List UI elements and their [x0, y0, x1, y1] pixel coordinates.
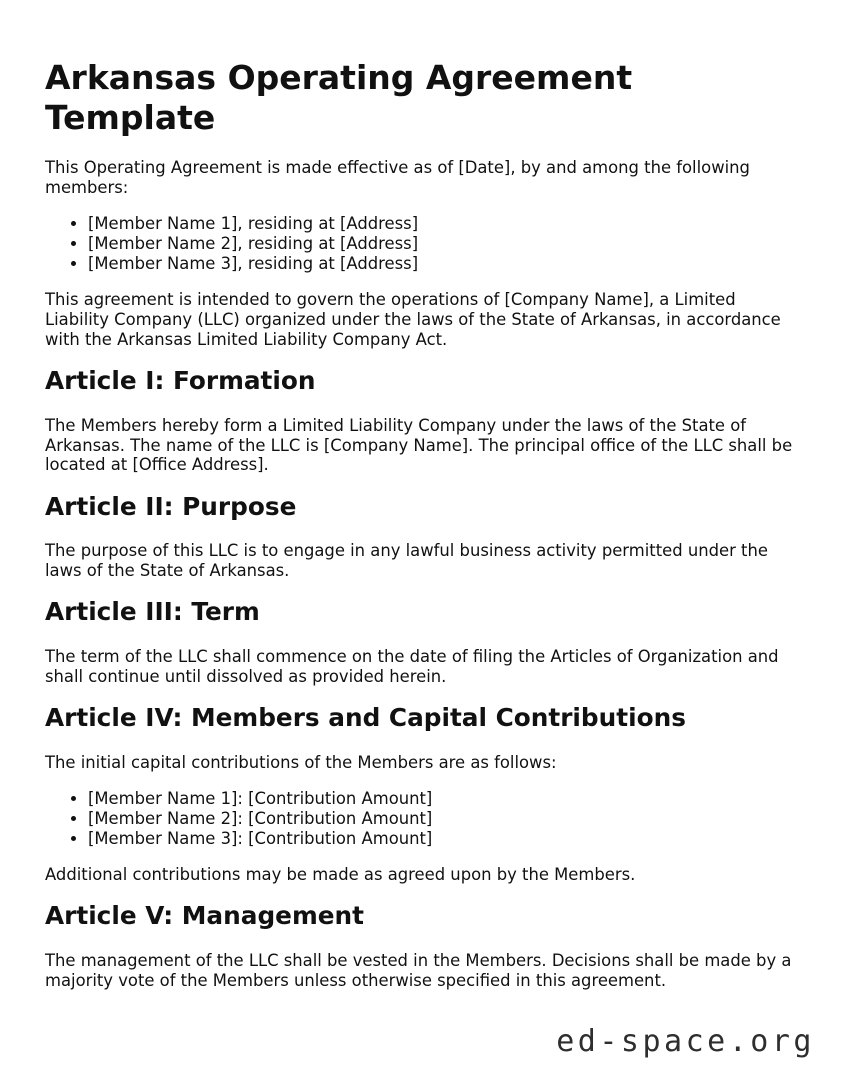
- document-content: [45, 0, 795, 1007]
- page-title: Arkansas Operating Agreement Template: [45, 58, 633, 137]
- intro-paragraph: This Operating Agreement is made effective as of [Date], by and among the following members:: [45, 158, 750, 197]
- section-body-formation: The Members hereby form a Limited Liability Company under the laws of the State of Arkansas. The name of the LLC is [Company Name]. The principal office of the LLC shall be located at [Office Address].: [45, 415, 793, 475]
- member-list-item: • [Member Name 1], residing at [Address]: [88, 214, 795, 234]
- members-list: [45, 214, 795, 273]
- contribution-list-item: • [Member Name 2]: [Contribution Amount]: [88, 809, 795, 829]
- section-heading-members-capital: Article IV: Members and Capital Contributions: [45, 703, 686, 733]
- contributions-list: [45, 789, 795, 848]
- section-body-purpose: The purpose of this LLC is to engage in any lawful business activity permitted under the laws of the State of Arkansas.: [45, 541, 768, 581]
- section-body-members-capital: The initial capital contributions of the Members are as follows:: [45, 752, 557, 772]
- member-list-item: • [Member Name 3], residing at [Address]: [88, 254, 795, 274]
- contribution-list-item: • [Member Name 3]: [Contribution Amount]: [88, 829, 795, 849]
- section-body-term: The term of the LLC shall commence on the date of filing the Articles of Organization and shall continue until dissolved as provided herein.: [45, 647, 779, 686]
- section-heading-purpose: Article II: Purpose: [45, 491, 297, 521]
- governing-paragraph: This agreement is intended to govern the operations of [Company Name], a Limited Liability Company (LLC) organized under the laws of the State of Arkansas, in accordance with the Arkansas Limited Liability Company Act.: [45, 290, 781, 349]
- section-body-management: The management of the LLC shall be vested in the Members. Decisions shall be made by a majority vote of the Members unless otherwise specified in this agreement.: [45, 951, 792, 990]
- member-list-item: • [Member Name 2], residing at [Address]: [88, 234, 795, 254]
- contribution-list-item: • [Member Name 1]: [Contribution Amount]: [88, 789, 795, 809]
- additional-contributions-paragraph: Additional contributions may be made as agreed upon by the Members.: [45, 865, 636, 885]
- section-heading-term: Article III: Term: [45, 597, 260, 627]
- section-heading-management: Article V: Management: [45, 901, 364, 931]
- watermark-text: ed-space.org: [556, 1024, 815, 1059]
- section-heading-formation: Article I: Formation: [45, 366, 316, 396]
